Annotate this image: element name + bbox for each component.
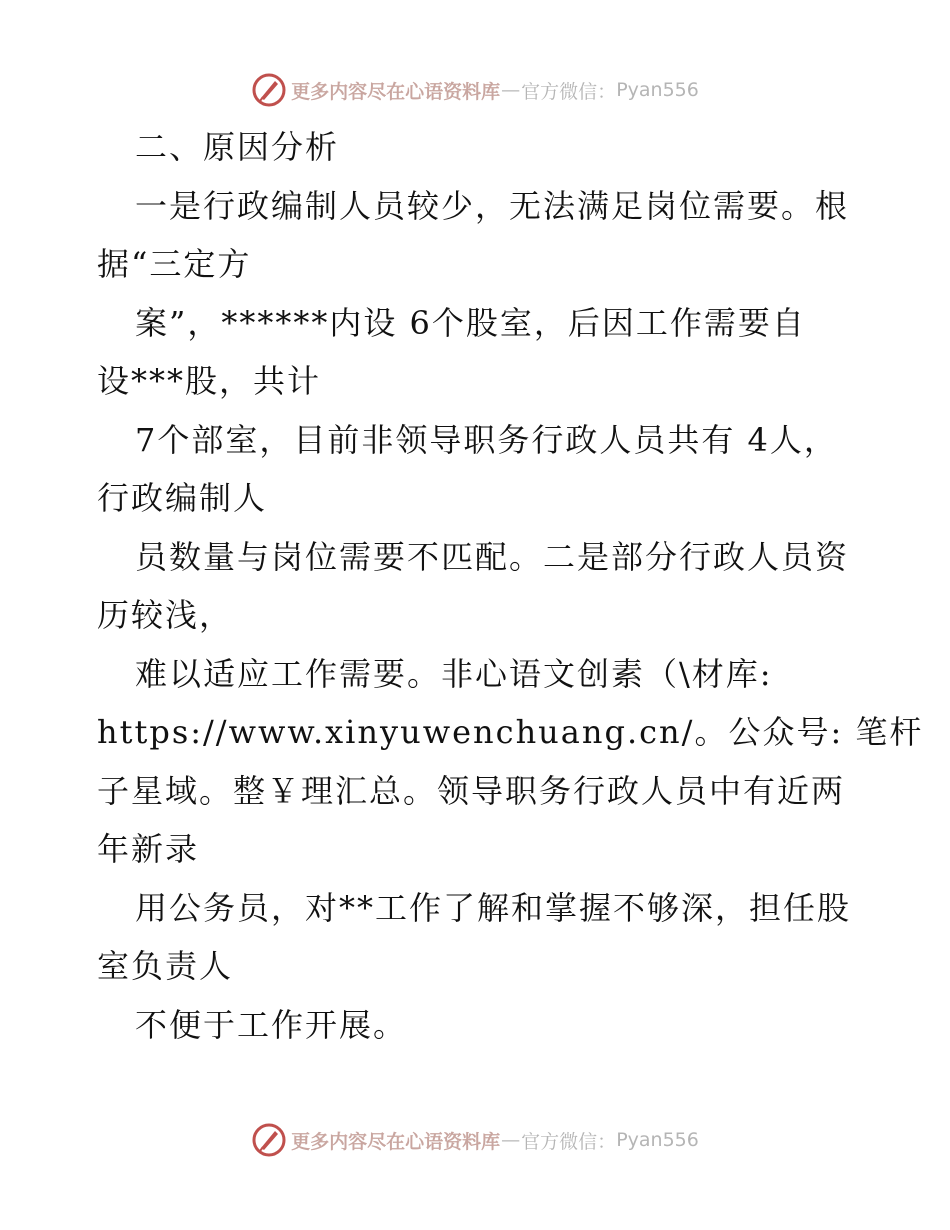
document-body bbox=[97, 118, 924, 1054]
watermark-wechat-label: 官方微信： bbox=[521, 1130, 617, 1153]
text-line: 历较浅， bbox=[97, 596, 234, 634]
text-line: 难以适应工作需要。非心语文创素（\材库: bbox=[135, 654, 773, 693]
text-line: 子星域。整￥理汇总。领导职务行政人员中有近两 bbox=[97, 771, 846, 810]
text-line: 不便于工作开展。 bbox=[135, 1005, 408, 1044]
text-line: 用公务员，对**工作了解和掌握不够深，担任股 bbox=[135, 888, 852, 927]
footer-watermark bbox=[0, 1120, 950, 1160]
watermark-dash: — bbox=[501, 1129, 521, 1151]
text-line: 员数量与岗位需要不匹配。二是部分行政人员资 bbox=[135, 537, 850, 576]
text-line: 据“三定方 bbox=[97, 245, 252, 283]
text-line: 一是行政编制人员较少，无法满足岗位需要。根 bbox=[135, 186, 850, 225]
watermark-text: 更多内容尽在心语资料库 bbox=[291, 80, 501, 103]
watermark-dash: — bbox=[501, 79, 521, 101]
text-line: 二、原因分析 bbox=[135, 128, 340, 166]
header-watermark bbox=[0, 70, 950, 110]
text-line: 行政编制人 bbox=[97, 479, 268, 517]
quill-logo-icon bbox=[251, 72, 287, 108]
text-line: 设***股，共计 bbox=[97, 362, 322, 400]
watermark-wechat-label: 官方微信： bbox=[521, 80, 617, 103]
text-line: https://www.xinyuwenchuang.cn/。公众号: 笔杆 bbox=[97, 713, 924, 751]
text-line: 年新录 bbox=[97, 830, 200, 868]
watermark-wechat-id: Pyan556 bbox=[616, 1129, 699, 1151]
text-line: 案”，******内设 6个股室，后因工作需要自 bbox=[135, 303, 806, 342]
text-line: 室负责人 bbox=[97, 947, 234, 985]
watermark-wechat-id: Pyan556 bbox=[616, 79, 699, 101]
quill-logo-icon bbox=[251, 1122, 287, 1158]
watermark-text: 更多内容尽在心语资料库 bbox=[291, 1130, 501, 1153]
text-line: 7个部室，目前非领导职务行政人员共有 4人， bbox=[135, 420, 838, 459]
